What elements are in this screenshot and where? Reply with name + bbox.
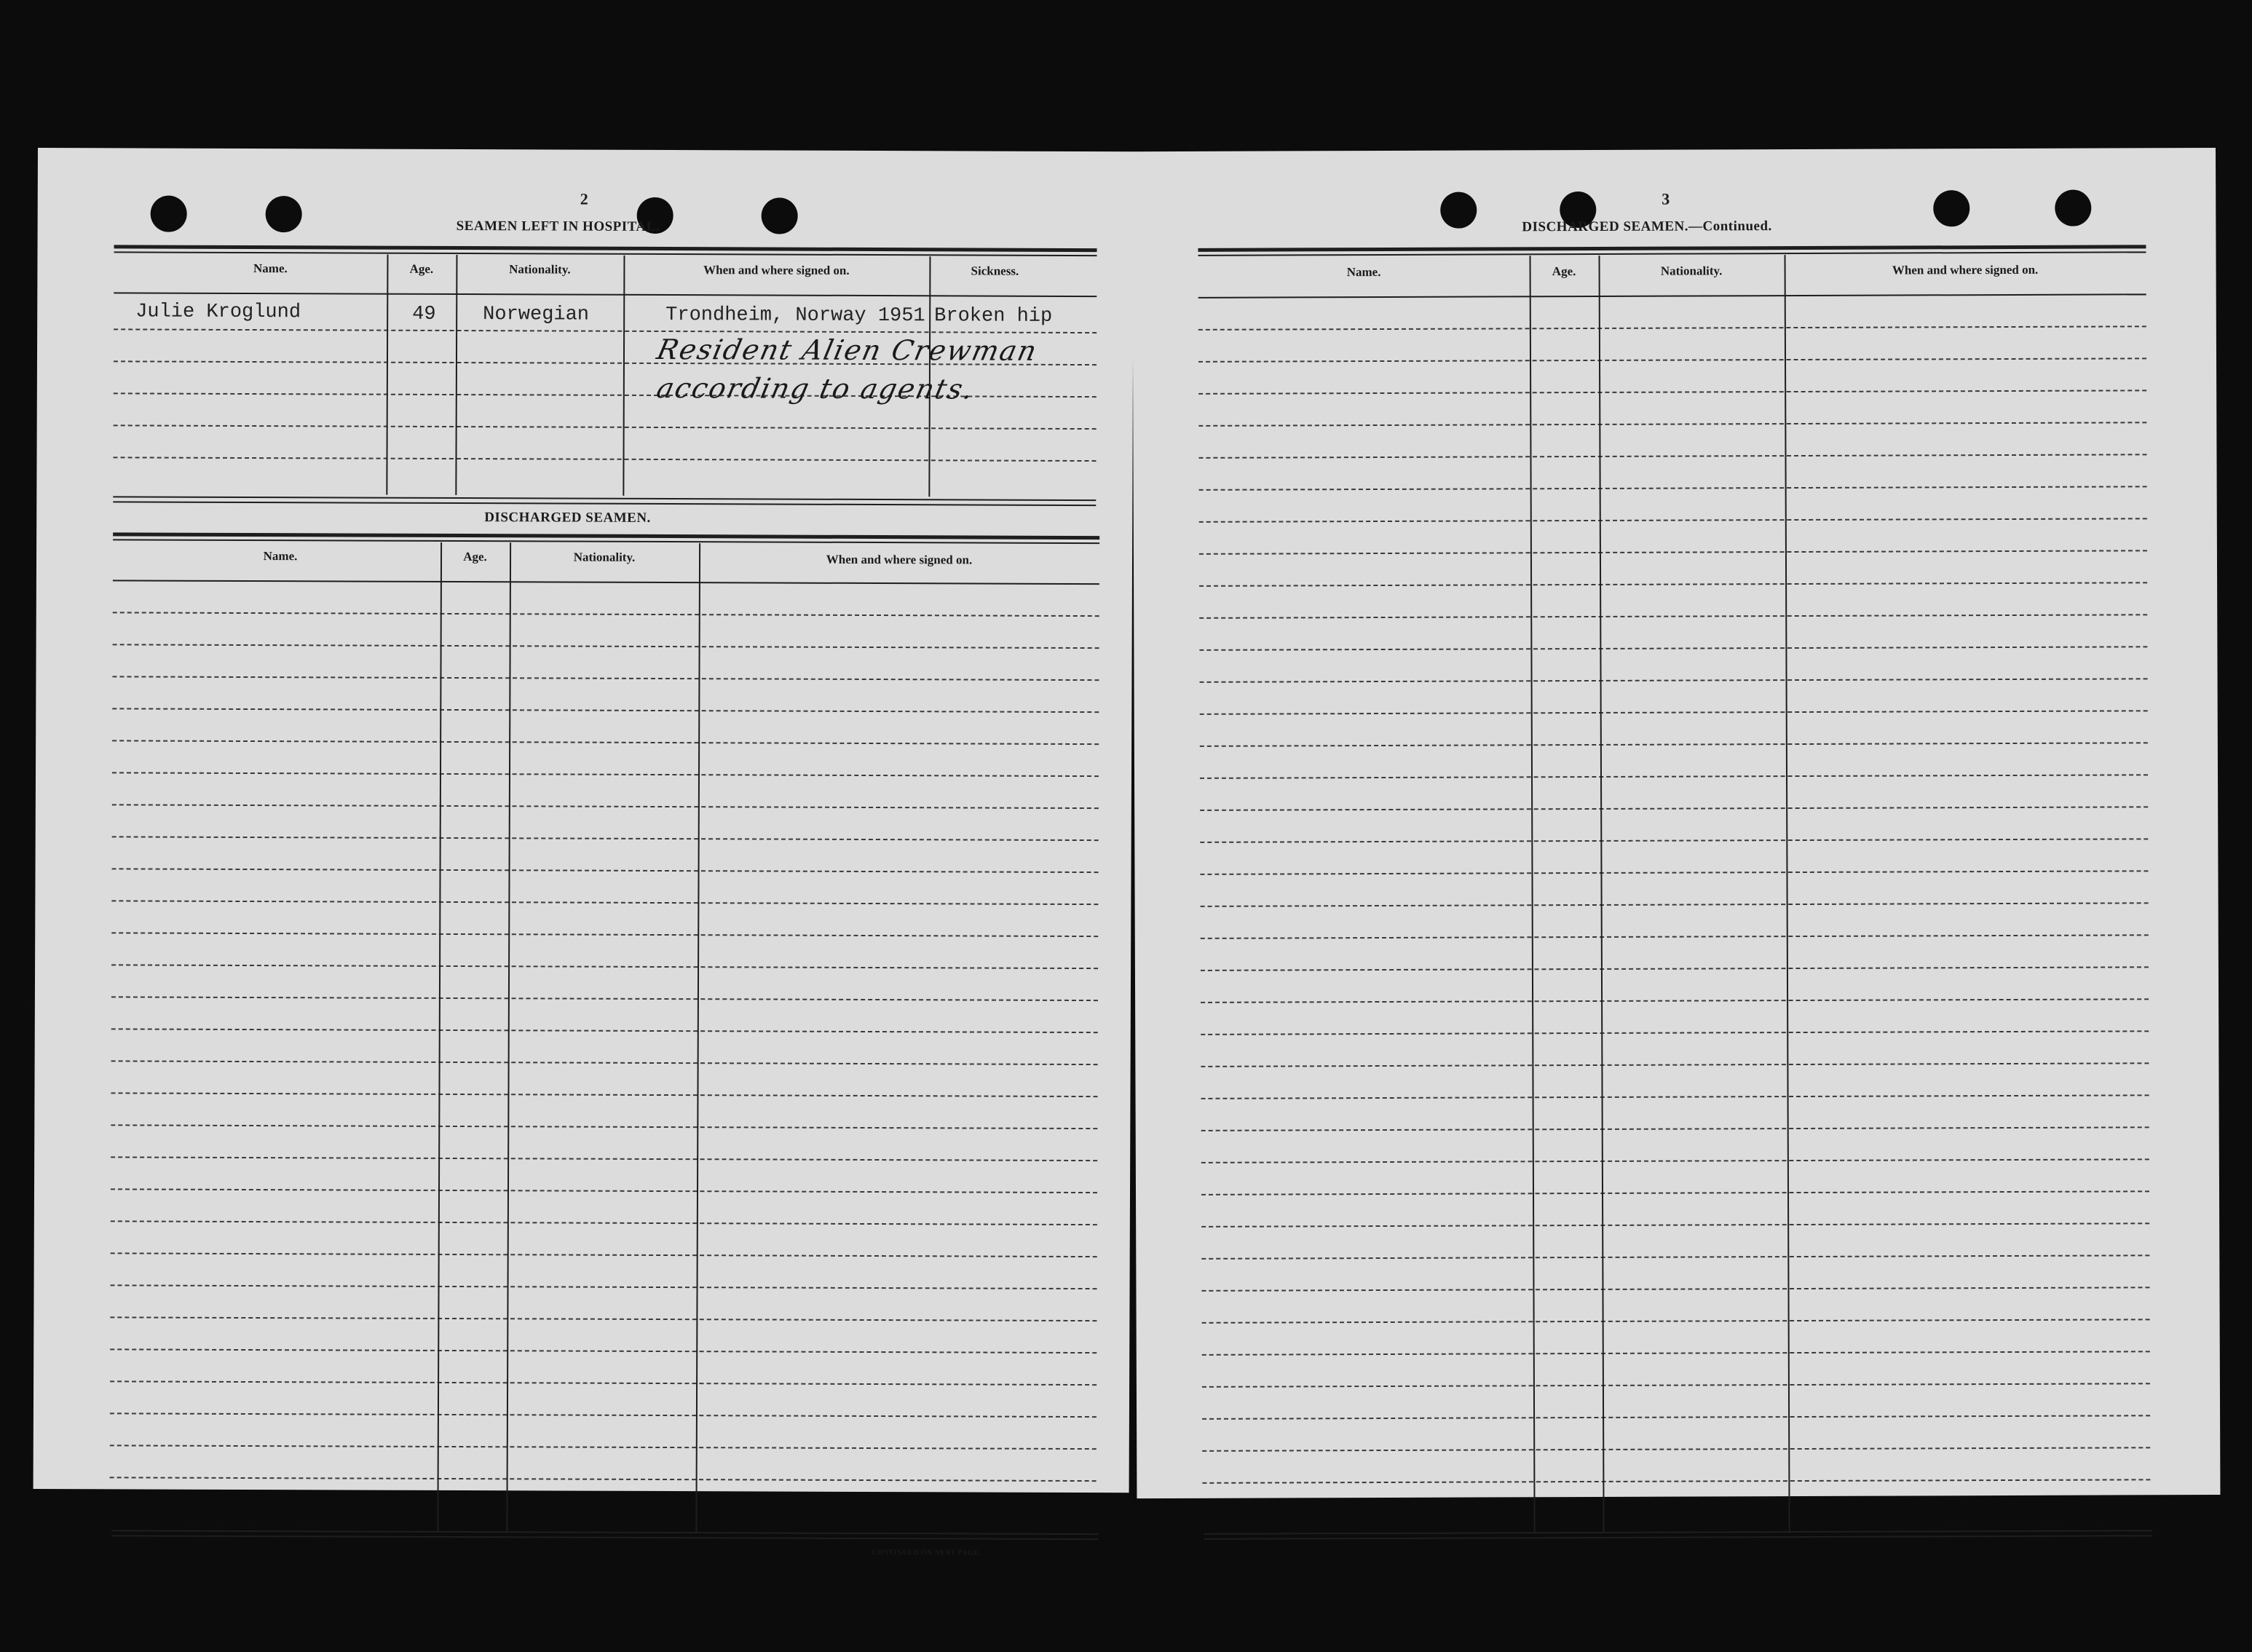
discharged-row-line — [113, 612, 1099, 617]
hospital-top-rule-2 — [114, 251, 1097, 256]
hospital-header-name: Name. — [253, 261, 288, 276]
punch-hole — [266, 196, 302, 232]
hospital-top-rule — [114, 245, 1097, 252]
right-row-line — [1198, 422, 2146, 427]
right-top-rule-2 — [1198, 251, 2146, 256]
right-section-title: DISCHARGED SEAMEN.—Continued. — [1522, 218, 1772, 235]
discharged-row-line — [110, 1380, 1097, 1386]
discharged-row-line — [112, 772, 1099, 777]
discharged-row-line — [111, 1028, 1098, 1033]
right-header-age: Age. — [1552, 264, 1576, 279]
right-row-line — [1201, 1190, 2149, 1195]
discharged-col-divider — [437, 542, 442, 1533]
right-row-line — [1201, 966, 2149, 971]
right-row-line — [1198, 454, 2146, 459]
punch-hole — [762, 197, 798, 234]
right-top-rule — [1198, 245, 2146, 252]
discharged-row-line — [111, 1284, 1097, 1289]
punch-hole — [1933, 190, 1969, 226]
right-row-line — [1200, 774, 2148, 779]
right-row-line — [1199, 646, 2147, 651]
discharged-header-age: Age. — [463, 550, 487, 564]
discharged-header-nationality: Nationality. — [573, 550, 636, 564]
right-row-line — [1200, 678, 2148, 683]
hospital-entry-signed-on: Trondheim, Norway 1951 — [665, 304, 925, 328]
discharged-row-line — [111, 1092, 1097, 1097]
discharged-top-rule-2 — [113, 539, 1099, 544]
right-row-line — [1201, 998, 2149, 1003]
right-row-line — [1202, 1415, 2150, 1420]
right-row-line — [1201, 1222, 2149, 1228]
hospital-section-title: SEAMEN LEFT IN HOSPITAL. — [456, 218, 660, 234]
right-row-line — [1202, 1383, 2150, 1388]
discharged-row-line — [112, 740, 1099, 745]
discharged-bottom-rule — [111, 1530, 1098, 1535]
discharged-header-name: Name. — [263, 549, 298, 564]
hospital-bottom-rule-2 — [113, 501, 1096, 506]
hospital-header-signed-on: When and where signed on. — [703, 263, 850, 277]
right-row-line — [1201, 1158, 2149, 1163]
discharged-row-line — [113, 644, 1099, 649]
discharged-row-line — [111, 1156, 1097, 1161]
right-header-name: Name. — [1346, 265, 1381, 280]
right-row-line — [1202, 1351, 2150, 1356]
right-row-line — [1200, 838, 2148, 843]
discharged-row-line — [111, 1252, 1097, 1257]
discharged-section-title: DISCHARGED SEAMEN. — [484, 510, 651, 526]
discharged-row-line — [110, 1444, 1097, 1450]
right-row-line — [1201, 1126, 2149, 1131]
discharged-header-signed-on: When and where signed on. — [826, 552, 973, 567]
right-bottom-rule-2 — [1204, 1535, 2152, 1540]
hospital-entry-age: 49 — [412, 303, 436, 325]
right-row-line — [1201, 1062, 2149, 1067]
discharged-row-line — [110, 1316, 1097, 1321]
right-row-line — [1199, 486, 2147, 491]
discharged-row-line — [112, 868, 1099, 873]
right-row-line — [1200, 806, 2148, 811]
discharged-row-line — [111, 1188, 1097, 1193]
discharged-bottom-rule-2 — [111, 1535, 1098, 1540]
discharged-row-line — [112, 804, 1099, 809]
right-row-line — [1200, 870, 2148, 875]
discharged-row-line — [112, 676, 1099, 681]
discharged-row-line — [110, 1412, 1097, 1418]
right-row-line — [1202, 1319, 2150, 1324]
right-row-line — [1201, 934, 2149, 939]
handwritten-note-line2: according to agents. — [654, 371, 978, 406]
right-row-line — [1201, 1254, 2149, 1260]
discharged-row-line — [111, 1060, 1098, 1065]
discharged-row-line — [111, 964, 1098, 969]
left-page — [33, 148, 1134, 1557]
right-row-line — [1199, 614, 2147, 619]
right-col-divider — [1785, 255, 1790, 1533]
hospital-row-line — [114, 424, 1097, 430]
right-row-line — [1198, 390, 2146, 395]
hospital-header-sickness: Sickness. — [971, 264, 1019, 278]
right-row-line — [1200, 742, 2148, 747]
right-row-line — [1198, 357, 2146, 363]
discharged-row-line — [110, 1348, 1097, 1353]
right-header-signed-on: When and where signed on. — [1892, 262, 2039, 277]
right-row-line — [1202, 1447, 2150, 1452]
hospital-row-line — [114, 328, 1097, 333]
discharged-col-divider — [506, 542, 511, 1533]
hospital-entry-sickness: Broken hip — [934, 305, 1053, 328]
hospital-header-age: Age. — [409, 261, 434, 276]
punch-hole — [151, 196, 187, 232]
right-row-line — [1198, 325, 2146, 331]
right-header-rule — [1198, 293, 2146, 299]
page-number: 3 — [1662, 189, 1670, 208]
discharged-row-line — [110, 1477, 1097, 1482]
right-row-line — [1199, 518, 2147, 523]
right-row-line — [1199, 582, 2147, 587]
discharged-row-line — [111, 900, 1098, 905]
discharged-row-line — [111, 1124, 1097, 1129]
hospital-entry-nationality: Norwegian — [483, 304, 590, 326]
right-row-line — [1201, 902, 2149, 907]
handwritten-note-line1: Resident Alien Crewman — [654, 333, 1041, 367]
hospital-row-line — [114, 457, 1097, 462]
discharged-row-line — [111, 932, 1098, 937]
hospital-header-nationality: Nationality. — [509, 262, 571, 277]
hospital-entry-name: Julie Kroglund — [135, 301, 301, 324]
right-header-nationality: Nationality. — [1660, 264, 1723, 278]
hospital-header-rule — [114, 292, 1097, 297]
discharged-row-line — [112, 708, 1099, 713]
right-bottom-rule — [1204, 1530, 2152, 1535]
right-page — [1132, 148, 2220, 1498]
discharged-row-line — [111, 996, 1098, 1001]
continued-footer: CONTINUED ON NEXT PAGE. — [872, 1549, 981, 1557]
discharged-col-divider — [695, 543, 700, 1533]
right-row-line — [1199, 550, 2147, 555]
right-col-divider — [1599, 256, 1605, 1533]
discharged-header-rule — [113, 580, 1099, 585]
right-row-line — [1200, 710, 2148, 715]
right-row-line — [1201, 1030, 2149, 1035]
discharged-row-line — [112, 836, 1099, 841]
right-col-divider — [1530, 256, 1536, 1533]
right-row-line — [1201, 1094, 2149, 1099]
hospital-bottom-rule — [113, 496, 1096, 501]
discharged-top-rule — [113, 532, 1099, 540]
right-row-line — [1202, 1479, 2150, 1484]
right-row-line — [1201, 1287, 2149, 1292]
punch-hole — [1440, 192, 1477, 229]
discharged-row-line — [111, 1220, 1097, 1225]
punch-hole — [2055, 190, 2091, 226]
page-number: 2 — [580, 189, 588, 208]
